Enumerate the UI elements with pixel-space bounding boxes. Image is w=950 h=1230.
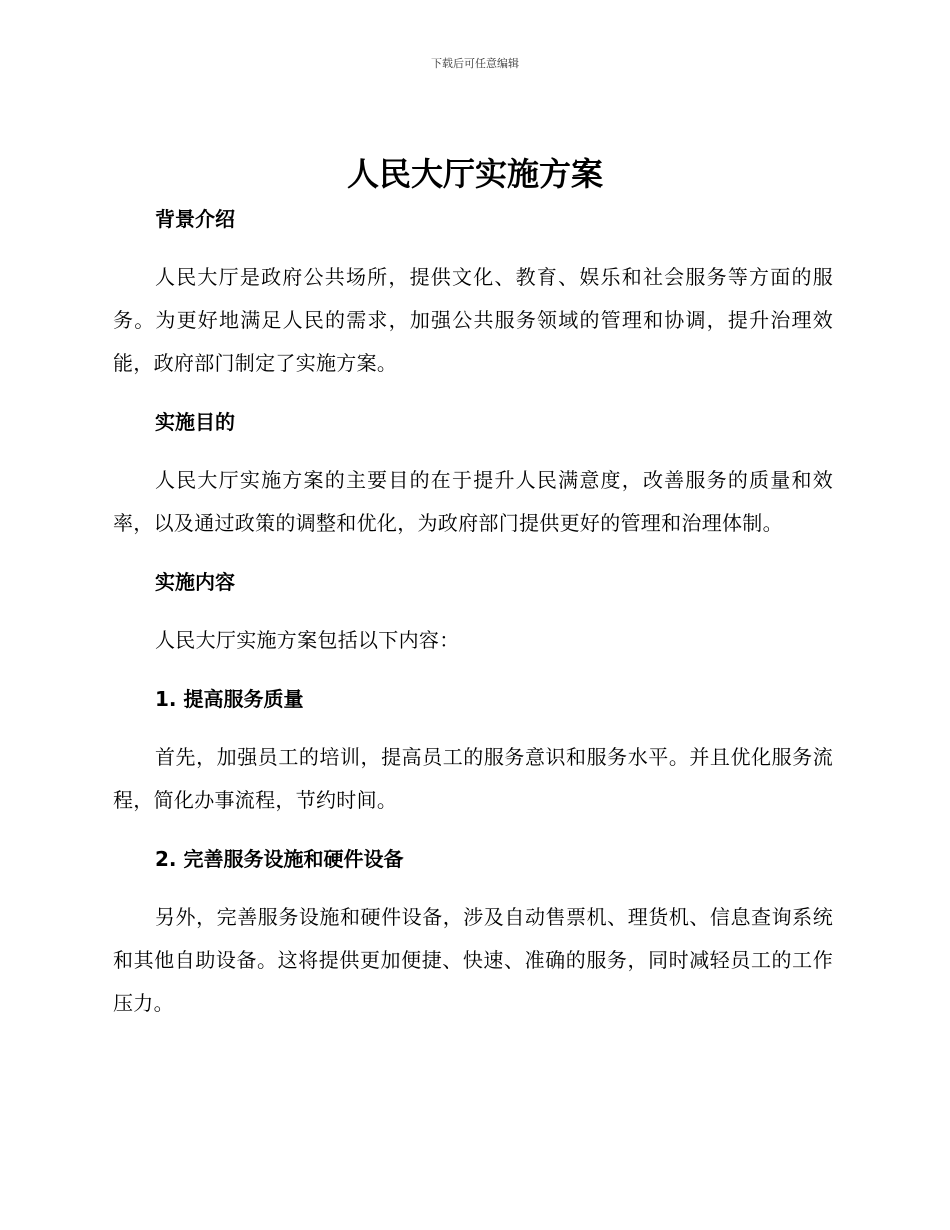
section-paragraph-background: 人民大厅是政府公共场所，提供文化、教育、娱乐和社会服务等方面的服务。为更好地满足人民的需求，加强公共服务领域的管理和协调，提升治理效能，政府部门制定了实施方案。 [113,265,833,375]
document-title: 人民大厅实施方案 [346,155,603,193]
section-paragraph-purpose: 人民大厅实施方案的主要目的在于提升人民满意度，改善服务的质量和效率，以及通过政策的调整和优化，为政府部门提供更好的管理和治理体制。 [113,468,833,535]
section-paragraph-content: 人民大厅实施方案包括以下内容： [155,628,460,652]
section-heading-content: 实施内容 [155,570,235,594]
section-heading-facilities: 2. 完善服务设施和硬件设备 [155,847,404,871]
section-heading-background: 背景介绍 [155,207,235,231]
section-paragraph-facilities: 另外，完善服务设施和硬件设备，涉及自动售票机、理货机、信息查询系统和其他自助设备。这将提供更加便捷、快速、准确的服务，同时减轻员工的工作压力。 [113,905,833,1015]
document-body [113,204,833,1025]
section-heading-purpose: 实施目的 [155,410,235,434]
section-paragraph-service-quality: 首先，加强员工的培训，提高员工的服务意识和服务水平。并且优化服务流程，简化办事流程，节约时间。 [113,745,833,812]
header-note: 下载后可任意编辑 [431,57,519,70]
section-heading-service-quality: 1. 提高服务质量 [155,687,304,711]
